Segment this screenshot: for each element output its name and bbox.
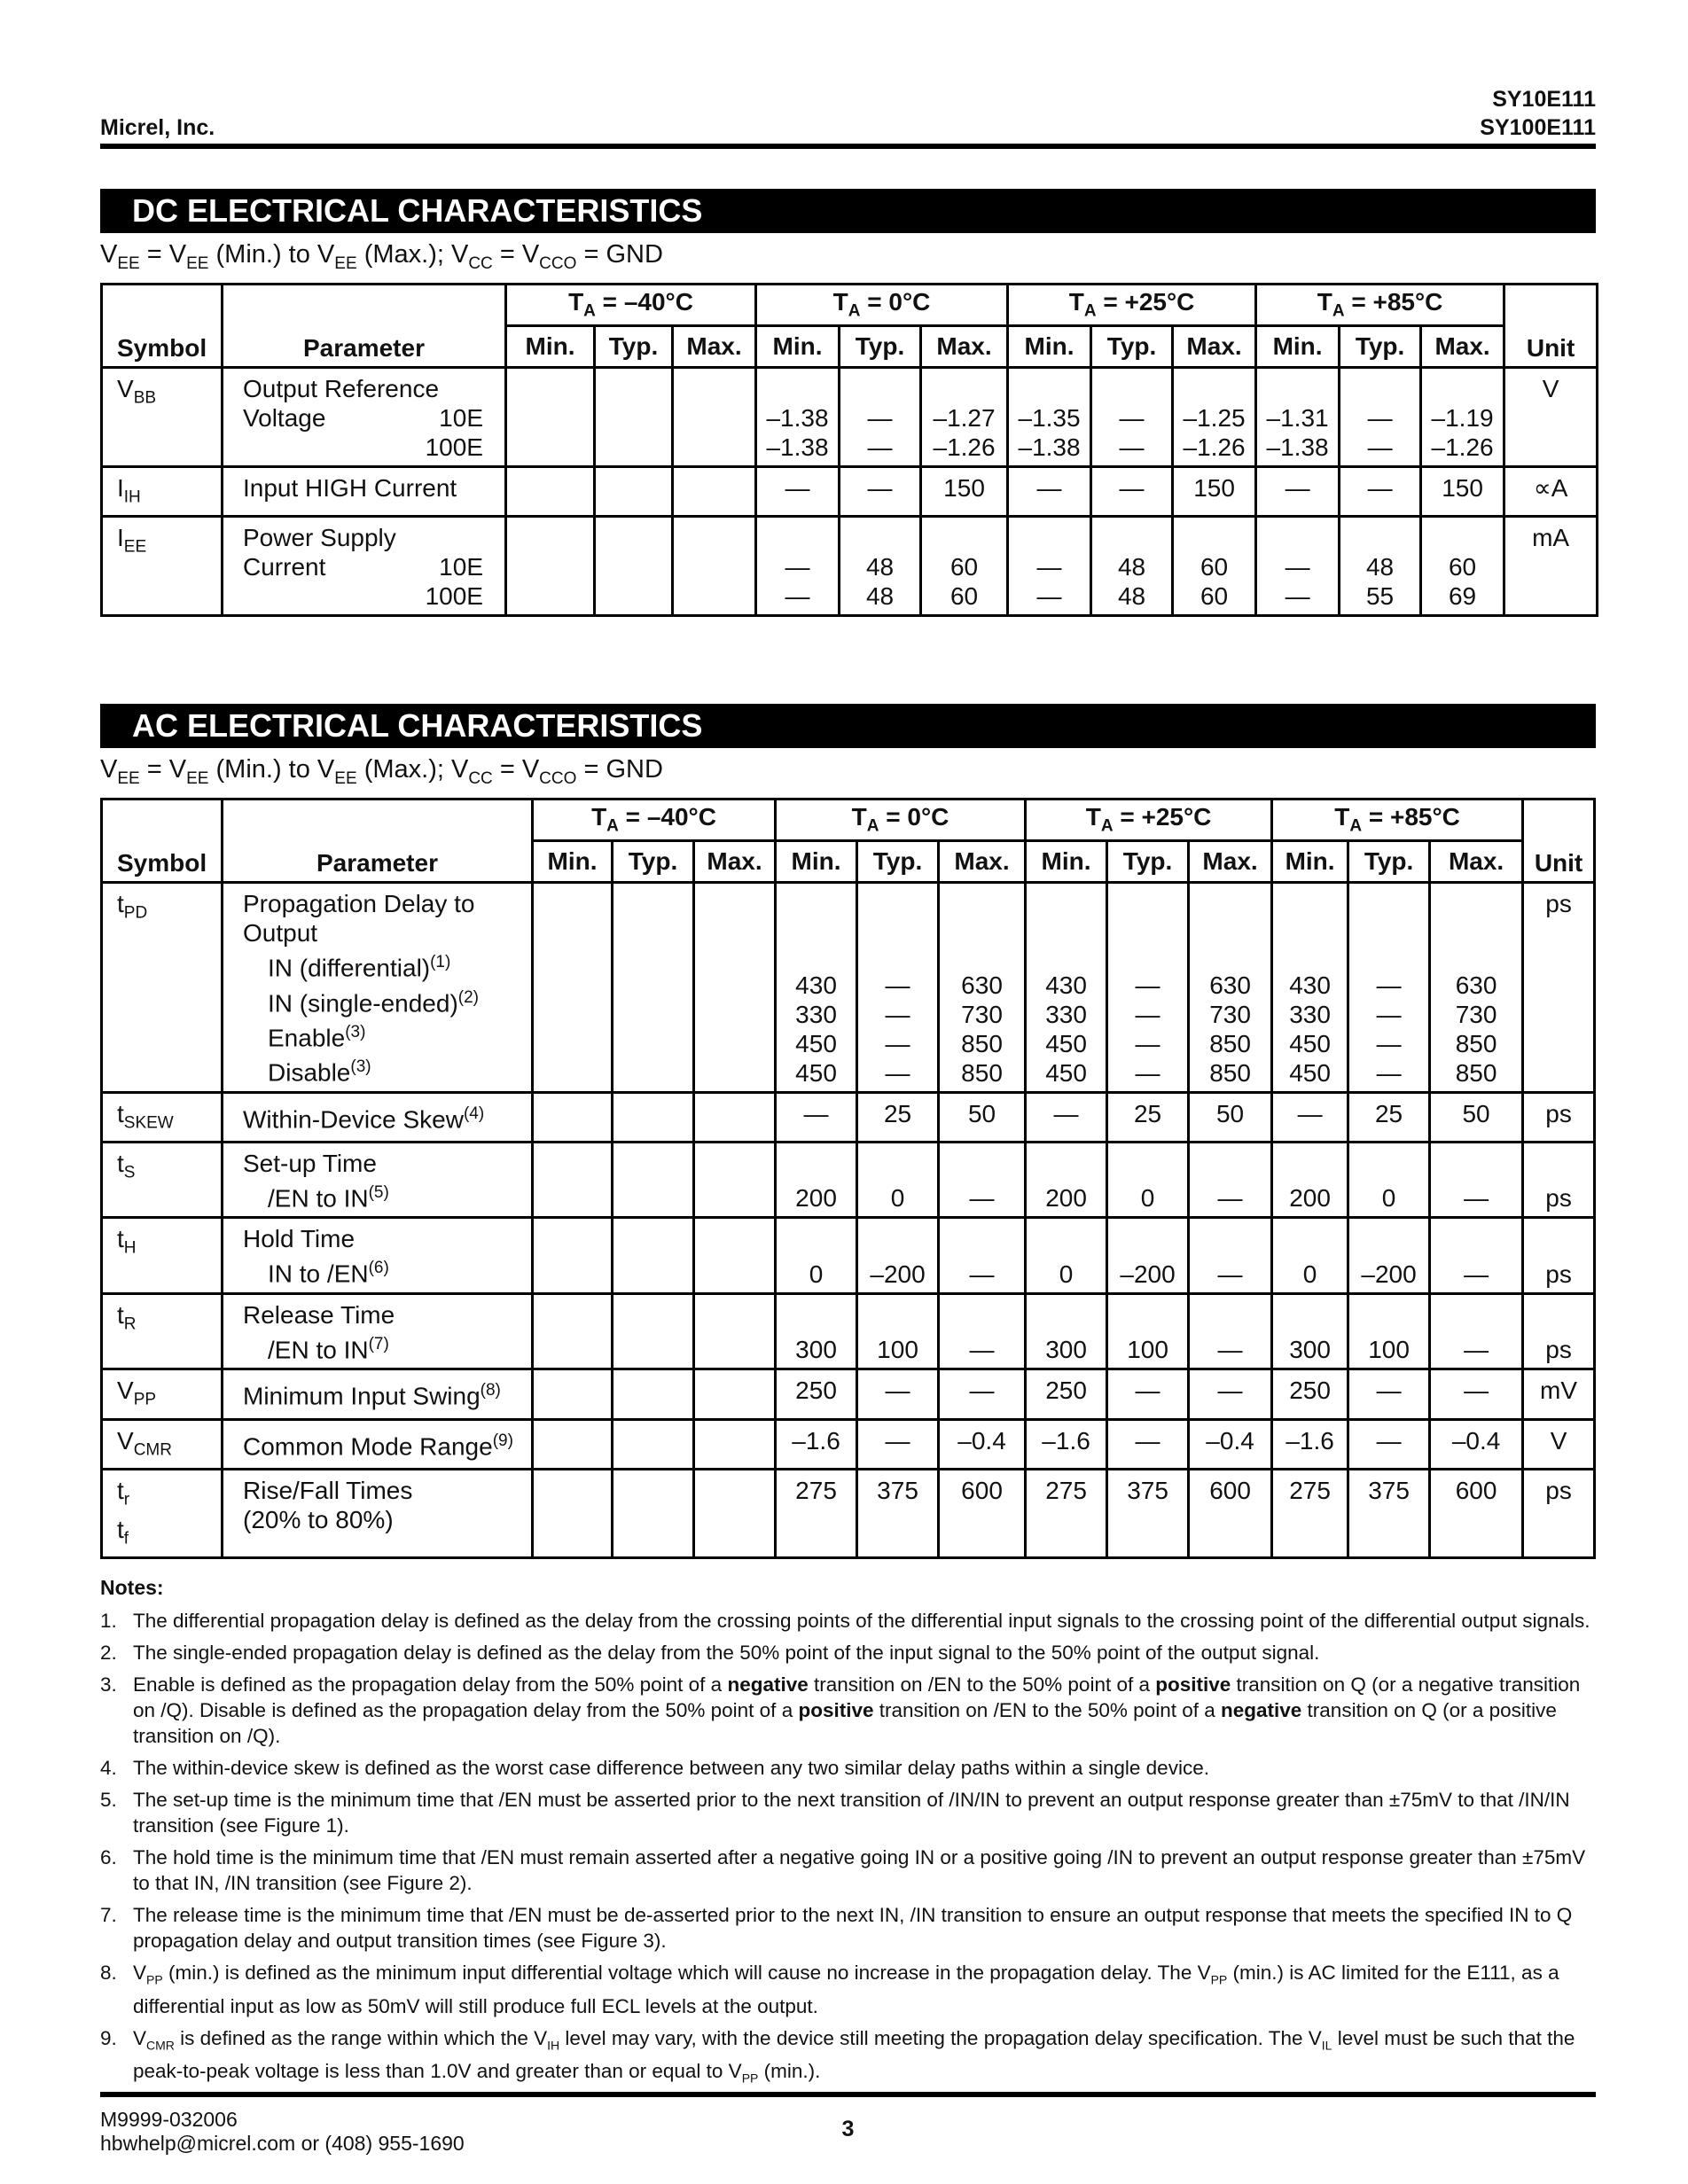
- table-cell: 250: [1272, 1369, 1348, 1420]
- table-cell: [613, 883, 694, 1092]
- col-typ: Typ.: [595, 325, 673, 367]
- row-unit: mA: [1504, 517, 1598, 616]
- table-cell: 250: [776, 1369, 857, 1420]
- ac-section-title: AC ELECTRICAL CHARACTERISTICS: [100, 704, 1596, 748]
- table-cell: [694, 1369, 776, 1420]
- table-cell: 375: [1107, 1470, 1189, 1558]
- table-row: [102, 1143, 1595, 1218]
- table-cell: [613, 1369, 694, 1420]
- table-cell: —: [1348, 1369, 1430, 1420]
- table-cell: 275: [1026, 1470, 1107, 1558]
- temp-0: $T_A = 0^\circ C$: [756, 284, 1008, 325]
- table-cell: —: [1256, 466, 1340, 517]
- table-cell: [613, 1293, 694, 1369]
- table-cell: 600: [1430, 1470, 1523, 1558]
- table-cell: 25: [1348, 1092, 1430, 1143]
- table-cell: —: [1272, 1092, 1348, 1143]
- table-cell: — —: [1340, 367, 1421, 466]
- row-unit: ∝A: [1504, 466, 1598, 517]
- row-unit: V: [1504, 367, 1598, 466]
- part-number-100e: SY100E111: [1480, 115, 1596, 140]
- col-unit: Unit: [1504, 284, 1598, 367]
- table-cell: 100: [857, 1293, 939, 1369]
- col-max: Max.: [1173, 325, 1256, 367]
- row-parameter: Input HIGH Current: [223, 466, 506, 517]
- table-cell: 430 330 450 450: [1272, 883, 1348, 1092]
- col-parameter: Parameter: [223, 800, 533, 883]
- row-parameter: Rise/Fall Times (20% to 80%): [223, 1470, 533, 1558]
- table-cell: [694, 1293, 776, 1369]
- dc-conditions: $V_{EE} = V_{EE}$ (Min.) to $V_{EE}$ (Max.); $V_{CC} = V_{CCO}$ = GND: [100, 240, 663, 273]
- table-cell: 300: [1272, 1293, 1348, 1369]
- table-cell: –1.35 –1.38: [1008, 367, 1091, 466]
- row-symbol: $t_R$: [102, 1293, 223, 1369]
- notes-list: [100, 1608, 1596, 2092]
- col-unit: Unit: [1523, 800, 1595, 883]
- table-cell: —: [1430, 1369, 1523, 1420]
- table-cell: [533, 1143, 613, 1218]
- part-numbers: [1480, 85, 1596, 142]
- table-cell: [533, 1293, 613, 1369]
- col-typ: Typ.: [1348, 841, 1430, 883]
- row-unit: ps: [1523, 1470, 1595, 1558]
- table-cell: 275: [776, 1470, 857, 1558]
- table-cell: –1.25 –1.26: [1173, 367, 1256, 466]
- table-cell: [694, 1143, 776, 1218]
- col-min: Min.: [1256, 325, 1340, 367]
- table-cell: [533, 883, 613, 1092]
- table-row: [102, 466, 1598, 517]
- row-unit: ps: [1523, 1218, 1595, 1293]
- table-cell: [613, 1419, 694, 1470]
- table-cell: –1.38 –1.38: [756, 367, 840, 466]
- table-cell: —: [1107, 1369, 1189, 1420]
- note-item: 2. The single-ended propagation delay is defined as the delay from the 50% point of the input signal to the 50% point of the output signal.: [100, 1642, 1320, 1665]
- table-cell: — —: [840, 367, 921, 466]
- table-cell: 0: [857, 1143, 939, 1218]
- table-cell: [595, 517, 673, 616]
- table-cell: [613, 1143, 694, 1218]
- table-cell: [694, 1470, 776, 1558]
- temp-plus25: $T_A = +25^\circ C$: [1008, 284, 1256, 325]
- table-cell: [613, 1218, 694, 1293]
- page-number: 3: [841, 2117, 855, 2141]
- table-cell: 150: [1173, 466, 1256, 517]
- temp-plus85: $T_A = +85^\circ C$: [1272, 800, 1523, 841]
- col-max: Max.: [694, 841, 776, 883]
- table-cell: — —: [1008, 517, 1091, 616]
- row-parameter: Power Supply Current 10E 100E: [223, 517, 506, 616]
- table-cell: 48 55: [1340, 517, 1421, 616]
- table-cell: [533, 1092, 613, 1143]
- table-cell: –200: [857, 1218, 939, 1293]
- table-cell: 200: [1026, 1143, 1107, 1218]
- col-parameter: Parameter: [223, 284, 506, 367]
- table-cell: 48 48: [1091, 517, 1173, 616]
- temp-minus40: $T_A = -40^\circ C$: [533, 800, 776, 841]
- temp-plus85: $T_A = +85^\circ C$: [1256, 284, 1504, 325]
- table-cell: [613, 1092, 694, 1143]
- table-row: [102, 1218, 1595, 1293]
- table-cell: –1.19 –1.26: [1421, 367, 1504, 466]
- dc-section-title: DC ELECTRICAL CHARACTERISTICS: [100, 189, 1596, 233]
- table-cell: [694, 883, 776, 1092]
- datasheet-page: [100, 82, 1596, 2098]
- table-cell: —: [1430, 1143, 1523, 1218]
- table-cell: 0: [776, 1218, 857, 1293]
- table-cell: 60 69: [1421, 517, 1504, 616]
- row-symbol: $t_{PD}$: [102, 883, 223, 1092]
- table-cell: 50: [1430, 1092, 1523, 1143]
- table-cell: –1.6: [1272, 1419, 1348, 1470]
- row-parameter: Set-up Time /EN to IN$^{(5)}$: [223, 1143, 533, 1218]
- table-cell: —: [1430, 1293, 1523, 1369]
- table-cell: –1.27 –1.26: [921, 367, 1008, 466]
- table-cell: [506, 517, 595, 616]
- table-cell: 200: [776, 1143, 857, 1218]
- table-cell: [533, 1369, 613, 1420]
- dc-table-head: [102, 284, 1598, 367]
- table-cell: —: [776, 1092, 857, 1143]
- table-cell: [533, 1470, 613, 1558]
- table-cell: 0: [1272, 1218, 1348, 1293]
- contact-info: hbwhelp@micrel.com or (408) 955-1690: [100, 2132, 465, 2155]
- table-cell: –200: [1107, 1218, 1189, 1293]
- table-cell: [533, 1218, 613, 1293]
- table-cell: 150: [921, 466, 1008, 517]
- note-item: 3. Enable is defined as the propagation delay from the 50% point of a negative transition on /EN to the 50% point of a positive transition on Q (or a negative transition on /Q). Disable is defined as the propagation delay from the 50% point of a positive transition on /EN to the 50% point of a negative transition on Q (or a positive transition on /Q).: [100, 1673, 1581, 1748]
- table-cell: —: [1340, 466, 1421, 517]
- col-symbol: Symbol: [102, 800, 223, 883]
- row-symbol: $V_{PP}$: [102, 1369, 223, 1420]
- table-cell: –1.31 –1.38: [1256, 367, 1340, 466]
- col-min: Min.: [1026, 841, 1107, 883]
- table-cell: –200: [1348, 1218, 1430, 1293]
- row-parameter: Release Time /EN to IN$^{(7)}$: [223, 1293, 533, 1369]
- table-cell: —: [1189, 1293, 1272, 1369]
- table-cell: —: [1189, 1369, 1272, 1420]
- col-max: Max.: [673, 325, 756, 367]
- table-row: [102, 1293, 1595, 1369]
- row-unit: ps: [1523, 1143, 1595, 1218]
- temp-plus25: $T_A = +25^\circ C$: [1026, 800, 1272, 841]
- table-cell: —: [939, 1143, 1026, 1218]
- table-cell: —: [857, 1369, 939, 1420]
- col-min: Min.: [506, 325, 595, 367]
- table-row: [102, 517, 1598, 616]
- dc-table-body: [102, 367, 1598, 616]
- col-typ: Typ.: [1340, 325, 1421, 367]
- table-cell: 630 730 850 850: [939, 883, 1026, 1092]
- document-number: M9999-032006: [100, 2108, 238, 2131]
- table-cell: — — — —: [857, 883, 939, 1092]
- col-typ: Typ.: [857, 841, 939, 883]
- table-cell: 50: [939, 1092, 1026, 1143]
- table-cell: —: [939, 1218, 1026, 1293]
- col-min: Min.: [1272, 841, 1348, 883]
- table-cell: –0.4: [939, 1419, 1026, 1470]
- page-footer: [100, 2092, 1596, 2155]
- table-cell: [613, 1470, 694, 1558]
- table-cell: 300: [1026, 1293, 1107, 1369]
- row-unit: mV: [1523, 1369, 1595, 1420]
- col-typ: Typ.: [613, 841, 694, 883]
- table-row: [102, 1369, 1595, 1420]
- table-cell: 150: [1421, 466, 1504, 517]
- col-max: Max.: [939, 841, 1026, 883]
- row-parameter: Hold Time IN to /EN$^{(6)}$: [223, 1218, 533, 1293]
- row-symbol: $t_H$: [102, 1218, 223, 1293]
- col-max: Max.: [1430, 841, 1523, 883]
- col-min: Min.: [776, 841, 857, 883]
- row-symbol: $V_{CMR}$: [102, 1419, 223, 1470]
- table-cell: — —: [1256, 517, 1340, 616]
- row-parameter: Minimum Input Swing$^{(8)}$: [223, 1369, 533, 1420]
- table-row: [102, 1470, 1595, 1558]
- row-parameter: Propagation Delay to Output IN (differential)$^{(1)}$ IN (single-ended)$^{(2)}$ Enable$^{(3)}$ Disable$^{(3)}$: [223, 883, 533, 1092]
- table-cell: 48 48: [840, 517, 921, 616]
- table-cell: —: [1091, 466, 1173, 517]
- note-item: 5. The set-up time is the minimum time that /EN must be asserted prior to the next transition of /IN/IN to prevent an output response greater than ±75mV to that /IN/IN transition (see Figure 1).: [100, 1789, 1570, 1837]
- table-cell: [673, 466, 756, 517]
- header-rule: [100, 144, 1596, 149]
- col-typ: Typ.: [840, 325, 921, 367]
- table-cell: —: [1107, 1419, 1189, 1470]
- table-cell: 375: [857, 1470, 939, 1558]
- table-cell: 60 60: [921, 517, 1008, 616]
- table-cell: [694, 1419, 776, 1470]
- table-row: [102, 883, 1595, 1092]
- table-cell: 25: [857, 1092, 939, 1143]
- table-cell: —: [857, 1419, 939, 1470]
- row-parameter: Within-Device Skew$^{(4)}$: [223, 1092, 533, 1143]
- row-unit: ps: [1523, 1293, 1595, 1369]
- table-cell: 0: [1026, 1218, 1107, 1293]
- table-cell: 250: [1026, 1369, 1107, 1420]
- table-cell: —: [1008, 466, 1091, 517]
- table-cell: [694, 1092, 776, 1143]
- col-max: Max.: [1189, 841, 1272, 883]
- table-cell: –0.4: [1189, 1419, 1272, 1470]
- col-symbol: Symbol: [102, 284, 223, 367]
- table-cell: 275: [1272, 1470, 1348, 1558]
- note-item: 1. The differential propagation delay is defined as the delay from the crossing points of the differential input signals to the crossing point of the differential output signals.: [100, 1610, 1590, 1633]
- table-cell: 375: [1348, 1470, 1430, 1558]
- table-cell: —: [756, 466, 840, 517]
- row-parameter: Output Reference Voltage 10E 100E: [223, 367, 506, 466]
- table-cell: 300: [776, 1293, 857, 1369]
- ac-table-head: [102, 800, 1595, 883]
- row-parameter: Common Mode Range$^{(9)}$: [223, 1419, 533, 1470]
- table-cell: –0.4: [1430, 1419, 1523, 1470]
- dc-characteristics-table: [100, 283, 1598, 618]
- table-cell: —: [1348, 1419, 1430, 1470]
- ac-characteristics-table: [100, 798, 1596, 1559]
- table-cell: [673, 367, 756, 466]
- ac-conditions: $V_{EE} = V_{EE}$ (Min.) to $V_{EE}$ (Max.); $V_{CC} = V_{CCO}$ = GND: [100, 755, 663, 789]
- company-name: Micrel, Inc.: [100, 115, 215, 140]
- col-max: Max.: [1421, 325, 1504, 367]
- row-symbol: $V_{BB}$: [102, 367, 223, 466]
- col-max: Max.: [921, 325, 1008, 367]
- table-cell: [533, 1419, 613, 1470]
- notes-heading: Notes:: [100, 1576, 164, 1600]
- col-min: Min.: [533, 841, 613, 883]
- notes-section: [100, 1575, 1596, 2092]
- table-cell: —: [1189, 1218, 1272, 1293]
- temp-0: $T_A = 0^\circ C$: [776, 800, 1026, 841]
- row-unit: V: [1523, 1419, 1595, 1470]
- table-cell: — — — —: [1107, 883, 1189, 1092]
- row-unit: ps: [1523, 1092, 1595, 1143]
- table-cell: 100: [1348, 1293, 1430, 1369]
- table-cell: [506, 367, 595, 466]
- table-cell: 50: [1189, 1092, 1272, 1143]
- table-cell: 25: [1107, 1092, 1189, 1143]
- table-row: [102, 1419, 1595, 1470]
- table-cell: –1.6: [1026, 1419, 1107, 1470]
- table-cell: [694, 1218, 776, 1293]
- row-symbol: $t_r$ $t_f$: [102, 1470, 223, 1558]
- row-unit: ps: [1523, 883, 1595, 1092]
- temp-minus40: $T_A = -40^\circ C$: [506, 284, 756, 325]
- table-cell: 100: [1107, 1293, 1189, 1369]
- col-typ: Typ.: [1091, 325, 1173, 367]
- ac-table-body: [102, 883, 1595, 1558]
- table-cell: —: [1189, 1143, 1272, 1218]
- row-symbol: $t_S$: [102, 1143, 223, 1218]
- table-cell: —: [1430, 1218, 1523, 1293]
- table-cell: —: [939, 1293, 1026, 1369]
- table-cell: [595, 466, 673, 517]
- table-cell: [506, 466, 595, 517]
- table-cell: 630 730 850 850: [1430, 883, 1523, 1092]
- table-cell: 430 330 450 450: [776, 883, 857, 1092]
- table-cell: 630 730 850 850: [1189, 883, 1272, 1092]
- note-item: 8. $V_{PP}$ (min.) is defined as the minimum input differential voltage which will cause no increase in the propagation delay. The $V_{PP}$ (min.) is AC limited for the E111, as a differential input as low as 50mV will still produce full ECL levels at the output.: [100, 1962, 1559, 2017]
- note-item: 9. $V_{CMR}$ is defined as the range within which the $V_{IH}$ level may vary, with the device still meeting the propagation delay specification. The $V_{IL}$ level must be such that the peak-to-peak voltage is less than 1.0V and greater than or equal to $V_{PP}$ (min.).: [100, 2026, 1575, 2086]
- table-cell: 60 60: [1173, 517, 1256, 616]
- note-item: 6. The hold time is the minimum time that /EN must remain asserted after a negative going IN or a positive going /IN to prevent an output response greater than ±75mV to that IN, /IN transition (see Figure 2).: [100, 1846, 1586, 1895]
- table-cell: [673, 517, 756, 616]
- row-symbol: $t_{SKEW}$: [102, 1092, 223, 1143]
- table-cell: [595, 367, 673, 466]
- table-cell: –1.6: [776, 1419, 857, 1470]
- table-cell: —: [840, 466, 921, 517]
- col-typ: Typ.: [1107, 841, 1189, 883]
- table-cell: — —: [1091, 367, 1173, 466]
- note-item: 4. The within-device skew is defined as the worst case difference between any two similar delay paths within a single device.: [100, 1757, 1209, 1780]
- table-cell: —: [939, 1369, 1026, 1420]
- table-row: [102, 367, 1598, 466]
- page-header: [100, 82, 1596, 144]
- table-cell: 600: [1189, 1470, 1272, 1558]
- col-min: Min.: [756, 325, 840, 367]
- row-symbol: $I_{EE}$: [102, 517, 223, 616]
- table-cell: 200: [1272, 1143, 1348, 1218]
- table-cell: 430 330 450 450: [1026, 883, 1107, 1092]
- table-cell: 0: [1107, 1143, 1189, 1218]
- note-item: 7. The release time is the minimum time that /EN must be de-asserted prior to the next IN, /IN transition to ensure an output response that meets the specified IN to Q propagation delay and output transition times (see Figure 3).: [100, 1904, 1573, 1953]
- table-cell: —: [1026, 1092, 1107, 1143]
- part-number-10e: SY10E111: [1492, 87, 1596, 112]
- table-row: [102, 1092, 1595, 1143]
- table-cell: — —: [756, 517, 840, 616]
- table-cell: — — — —: [1348, 883, 1430, 1092]
- table-cell: 0: [1348, 1143, 1430, 1218]
- col-min: Min.: [1008, 325, 1091, 367]
- row-symbol: $I_{IH}$: [102, 466, 223, 517]
- table-cell: 600: [939, 1470, 1026, 1558]
